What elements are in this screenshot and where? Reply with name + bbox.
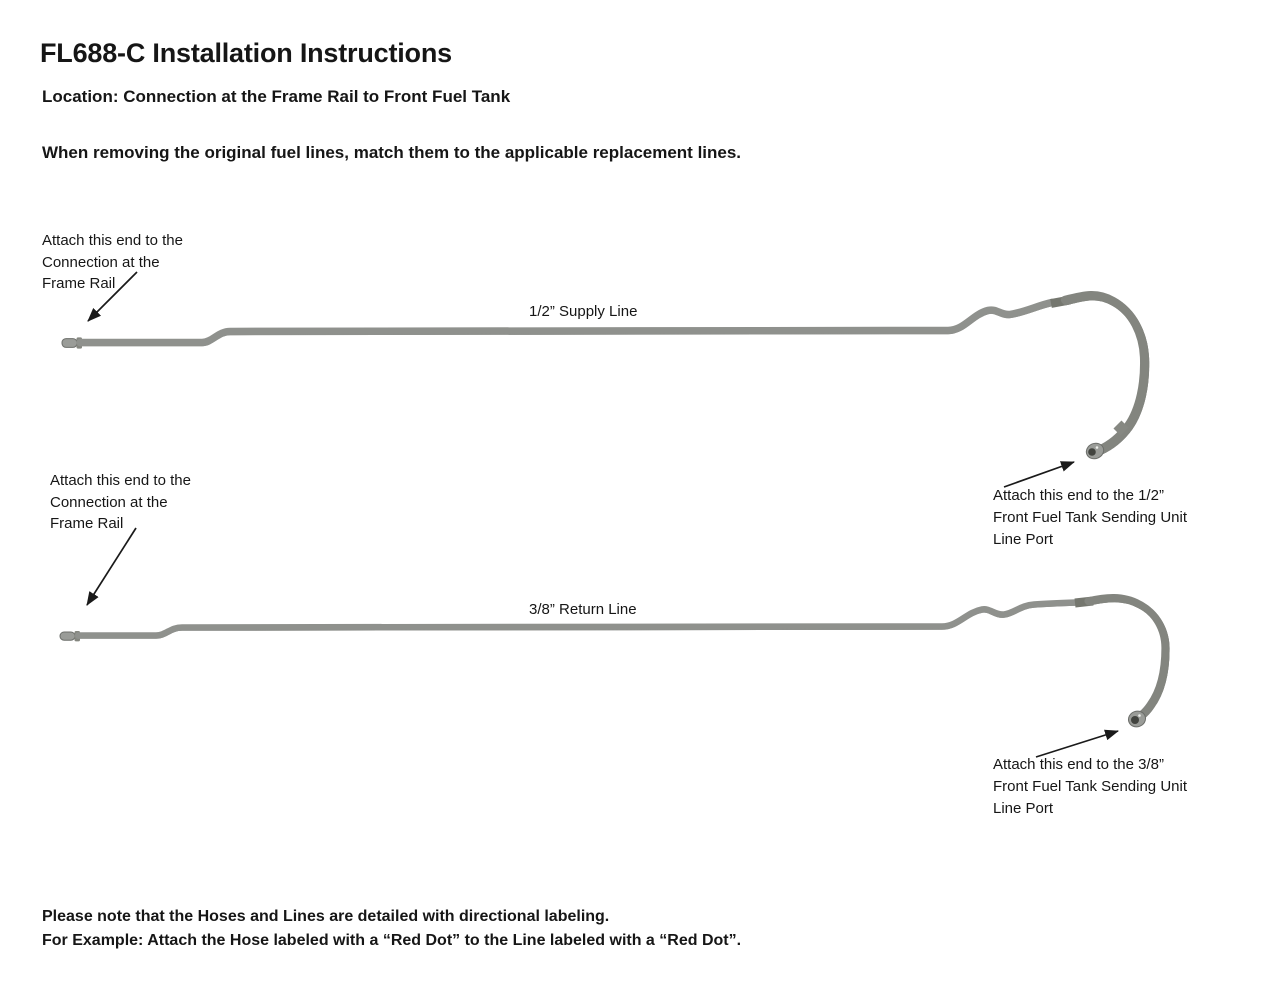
return-left-arrow bbox=[87, 528, 136, 605]
footer-note-line: Please note that the Hoses and Lines are detailed with directional labeling. bbox=[42, 908, 610, 925]
supply-end-collar bbox=[1117, 424, 1125, 432]
footer-note bbox=[42, 905, 741, 953]
callout-line: Front Fuel Tank Sending Unit bbox=[993, 778, 1187, 795]
page-title: FL688-C Installation Instructions bbox=[40, 38, 452, 68]
return-line-label: 3/8” Return Line bbox=[529, 601, 637, 618]
supply-line-label: 1/2” Supply Line bbox=[529, 303, 638, 320]
return-right-callout bbox=[993, 754, 1187, 820]
callout-line: Front Fuel Tank Sending Unit bbox=[993, 509, 1187, 526]
supply-right-arrow bbox=[1004, 462, 1074, 487]
callout-line: Connection at the bbox=[42, 253, 160, 271]
callout-line: Line Port bbox=[993, 531, 1054, 548]
footer-example-line: For Example: Attach the Hose labeled with a “Red Dot” to the Line labeled with a “Red Dot”. bbox=[42, 932, 742, 949]
supply-right-callout bbox=[993, 485, 1187, 551]
return-hose-path bbox=[1088, 598, 1166, 719]
supply-left-callout bbox=[42, 230, 183, 295]
callout-line: Attach this end to the 1/2” bbox=[993, 487, 1164, 504]
callout-line: Connection at the bbox=[50, 493, 168, 511]
callout-line: Attach this end to the bbox=[50, 472, 191, 489]
callout-line: Line Port bbox=[993, 800, 1054, 817]
return-line-drawing bbox=[60, 528, 1166, 757]
callout-line: Frame Rail bbox=[50, 515, 124, 532]
callout-line: Attach this end to the bbox=[42, 232, 183, 249]
location-line: Location: Connection at the Frame Rail to Front Fuel Tank bbox=[42, 87, 511, 106]
callout-line: Frame Rail bbox=[42, 275, 116, 292]
supply-hose-path bbox=[1065, 295, 1145, 451]
return-left-callout bbox=[50, 470, 191, 535]
instruction-line: When removing the original fuel lines, match them to the applicable replacement lines. bbox=[42, 143, 742, 162]
callout-line: Attach this end to the 3/8” bbox=[993, 756, 1164, 773]
